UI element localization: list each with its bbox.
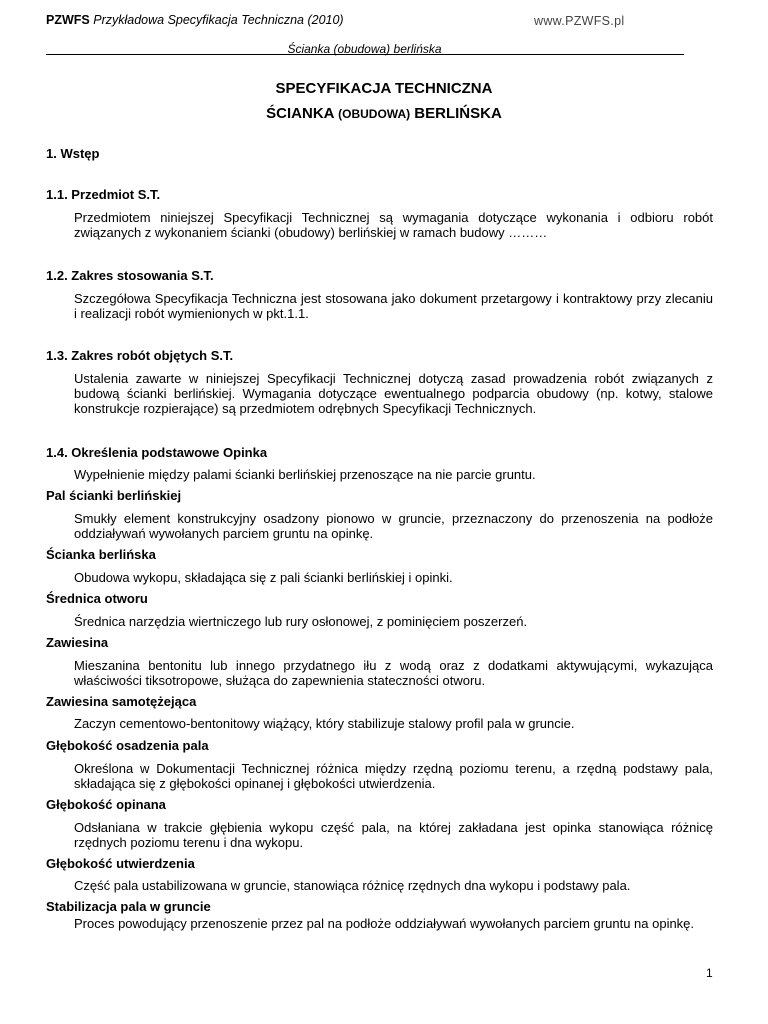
paragraph-1-3: Ustalenia zawarte w niniejszej Specyfikacji Technicznej dotyczą zasad prowadzenia robót związanych z budową ścianki berlińskiej. Wymagania dotyczące ewentualnego podparcia obudowy (np. kotwy, stalowe konstrukcje rozpierające) są przedmiotem odrębnych Specyfikacji Technicznych. xyxy=(74,371,713,416)
document-name: Przykładowa Specyfikacja Techniczna (2010) xyxy=(93,13,344,27)
subtitle-part-3: BERLIŃSKA xyxy=(414,105,502,122)
header-url: www.PZWFS.pl xyxy=(534,14,625,28)
section-heading-1-1: 1.1. Przedmiot S.T. xyxy=(46,187,161,202)
section-heading-1-3: 1.3. Zakres robót objętych S.T. xyxy=(46,348,234,363)
definition-text: Mieszanina bentonitu lub innego przydatnego iłu z wodą oraz z dodatkami aktywującymi, wykazująca właściwości tiksotropowe, służąca do zapewnienia stateczności otworu. xyxy=(74,658,713,688)
definition-text: Określona w Dokumentacji Technicznej różnica między rzędną poziomu terenu, a rzędną podstawy pala, składająca się z głębokości opinanej i głębokości utwierdzenia. xyxy=(74,761,713,791)
definition-term: Głębokość utwierdzenia xyxy=(46,856,195,871)
paragraph-1-1: Przedmiotem niniejszej Specyfikacji Technicznej są wymagania dotyczące wykonania i odbioru robót związanych z wykonaniem ścianki (obudowy) berlińskiej w ramach budowy ……… xyxy=(74,210,713,240)
definition-term: Głębokość osadzenia pala xyxy=(46,738,209,753)
definition-text: Proces powodujący przenoszenie przez pal na podłoże oddziaływań wywołanych parciem gruntu na opinkę. xyxy=(74,916,695,931)
header-divider xyxy=(46,54,684,55)
definition-term: Pal ścianki berlińskiej xyxy=(46,488,182,503)
definition-text: Zaczyn cementowo-bentonitowy wiążący, który stabilizuje stalowy profil pala w gruncie. xyxy=(74,716,575,731)
definition-term: Stabilizacja pala w gruncie xyxy=(46,899,211,914)
paragraph-1-4: Wypełnienie między palami ścianki berlińskiej przenoszące na nie parcie gruntu. xyxy=(74,467,536,482)
definition-text: Część pala ustabilizowana w gruncie, stanowiąca różnicę rzędnych dna wykopu i podstawy pala. xyxy=(74,878,631,893)
definition-text: Obudowa wykopu, składająca się z pali ścianki berlińskiej i opinki. xyxy=(74,570,453,585)
brand-name: PZWFS xyxy=(46,13,90,27)
paragraph-1-2: Szczegółowa Specyfikacja Techniczna jest stosowana jako dokument przetargowy i kontraktowy przy zlecaniu i realizacji robót wymienionych w pkt.1.1. xyxy=(74,291,713,321)
section-heading-1: 1. Wstęp xyxy=(46,146,100,161)
subheading: Ścianka (obudowa) berlińska xyxy=(287,42,442,56)
definition-term: Głębokość opinana xyxy=(46,797,166,812)
definition-term: Zawiesina xyxy=(46,635,109,650)
definition-text: Średnica narzędzia wiertniczego lub rury osłonowej, z pominięciem poszerzeń. xyxy=(74,614,528,629)
page-number: 1 xyxy=(706,966,713,980)
definition-term: Zawiesina samotężejąca xyxy=(46,694,197,709)
definition-term: Ścianka berlińska xyxy=(46,547,156,562)
definition-term: Średnica otworu xyxy=(46,591,148,606)
header-title xyxy=(46,13,344,27)
section-heading-1-2: 1.2. Zakres stosowania S.T. xyxy=(46,268,214,283)
subtitle-part-1: ŚCIANKA xyxy=(266,105,334,122)
subtitle-part-2: (OBUDOWA) xyxy=(338,107,411,121)
definition-text: Smukły element konstrukcyjny osadzony pionowo w gruncie, przeznaczony do przenoszenia na podłoże oddziaływań wywołanych parciem gruntu na opinkę. xyxy=(74,511,713,541)
page-subtitle xyxy=(46,105,722,122)
definition-text: Odsłaniana w trakcie głębienia wykopu część pala, na której zakładana jest opinka stanowiąca różnicę rzędnych poziomu terenu i dna wykopu. xyxy=(74,820,713,850)
page-title: SPECYFIKACJA TECHNICZNA xyxy=(275,80,493,97)
section-heading-1-4: 1.4. Określenia podstawowe Opinka xyxy=(46,445,268,460)
